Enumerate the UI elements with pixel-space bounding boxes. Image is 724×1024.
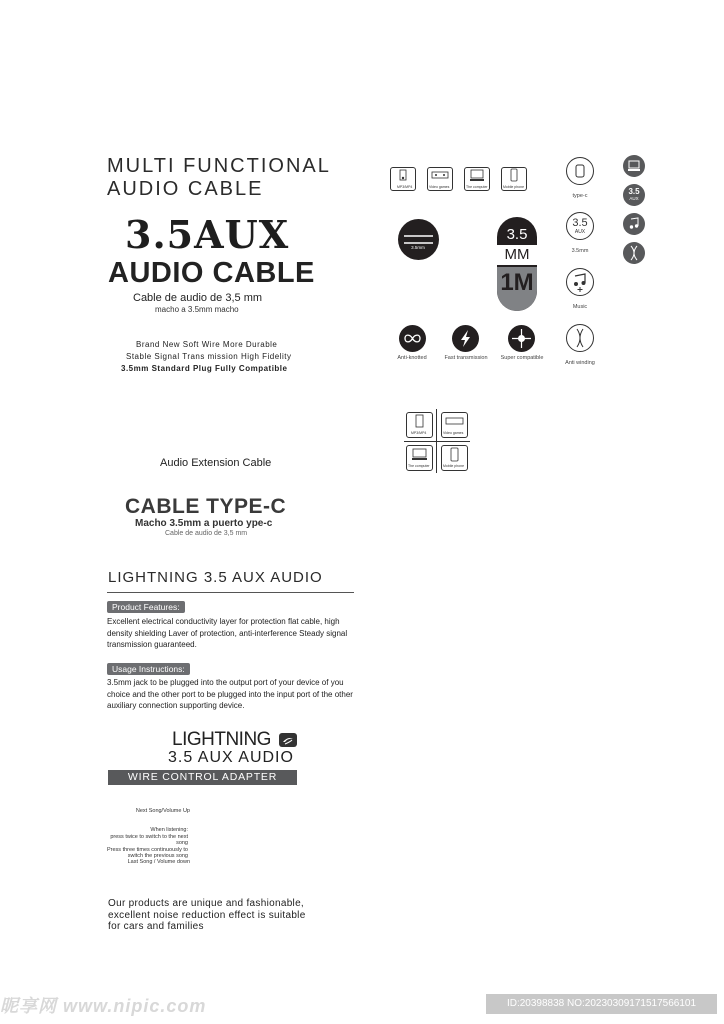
music-dark-icon bbox=[623, 213, 645, 235]
lightning-title: LIGHTNING 3.5 AUX AUDIO bbox=[108, 569, 323, 586]
anti-knotted-label: Anti-knotted bbox=[397, 355, 427, 361]
extension-label: Audio Extension Cable bbox=[160, 457, 272, 469]
wire-brand: LIGHTNING bbox=[172, 729, 271, 750]
infinity-icon bbox=[399, 325, 426, 352]
mp3-device-icon: MP3/MP4 bbox=[390, 167, 416, 191]
device-grid bbox=[404, 409, 470, 473]
wire-banner: WIRE CONTROL ADAPTER CABLE bbox=[108, 770, 297, 785]
mobile-phone-icon: Mobile phone bbox=[501, 167, 527, 191]
product-title: 3.5AUX bbox=[125, 212, 290, 257]
mobile-grid-icon: Mobile phone bbox=[441, 445, 468, 471]
anti-winding-label: Anti winding bbox=[565, 360, 595, 366]
spanish-line-2: macho a 3.5mm macho bbox=[155, 305, 239, 314]
lightning-bolt-icon bbox=[452, 325, 479, 352]
computer-icon: The computer bbox=[464, 167, 490, 191]
usage-instructions-text: 3.5mm jack to be plugged into the output port of your device of you choice and the other port to be plugged into the input port of the other auxiliary connection supporting device. bbox=[107, 678, 353, 710]
music-label: Music bbox=[572, 304, 588, 310]
computer-grid-icon: The computer bbox=[406, 445, 433, 471]
watermark-site: 昵享网 www.nipic.com bbox=[0, 996, 207, 1016]
spanish-line-1: Cable de audio de 3,5 mm bbox=[133, 292, 263, 304]
divider bbox=[107, 592, 354, 593]
video-games-grid-icon: Video games bbox=[441, 412, 468, 438]
type-c-label: type-c bbox=[572, 193, 588, 199]
feature-line-3: 3.5mm Standard Plug Fully Compatible bbox=[121, 364, 288, 373]
length-badge: 3.5 MM 1M bbox=[497, 217, 537, 311]
next-song-label: Next Song/Volume Up bbox=[135, 808, 190, 814]
mp3-grid-icon: MP3/MP4 bbox=[406, 412, 433, 438]
wire-sub: 3.5 AUX AUDIO bbox=[168, 749, 294, 766]
feature-line-2: Stable Signal Trans mission High Fidelity bbox=[126, 352, 292, 361]
heading-multi-functional: MULTI FUNCTIONAL AUDIO CABLE bbox=[107, 155, 331, 200]
anti-winding-icon bbox=[566, 324, 594, 352]
typec-title: CABLE TYPE-C bbox=[125, 495, 287, 518]
video-games-icon: Video games bbox=[427, 167, 453, 191]
typec-subtitle: Macho 3.5mm a puerto ype-c bbox=[135, 518, 273, 529]
lightning-logo-icon bbox=[279, 733, 297, 747]
typec-spanish: Cable de audio de 3,5 mm bbox=[165, 530, 248, 537]
last-song-label: Last Song / Volume down bbox=[127, 859, 190, 865]
bottom-copy: Our products are unique and fashionable, excellent noise reduction effect is suitable for cars and families bbox=[108, 898, 306, 932]
watermark-id: ID:20398838 NO:20230309171517566101 bbox=[486, 994, 717, 1014]
aux-label: 3.5mm bbox=[571, 248, 589, 254]
music-icon bbox=[566, 268, 594, 296]
fast-transmission-label: Fast transmission bbox=[444, 355, 488, 361]
super-compatible-label: Super compatible bbox=[500, 355, 544, 361]
aux-icon: 3.5 AUX bbox=[566, 212, 594, 240]
audio-jack-icon: 3.5mm bbox=[398, 219, 439, 260]
aux-dark-icon: 3.5 AUX bbox=[623, 184, 645, 206]
winding-dark-icon bbox=[623, 242, 645, 264]
compatible-icon bbox=[508, 325, 535, 352]
type-c-icon bbox=[566, 157, 594, 185]
listen-instructions: When listening: press twice to switch to the next song Press three times continuously to switch the previous song bbox=[106, 827, 188, 859]
product-features-text: Excellent electrical conductivity layer for protection flat cable, high density shielding Laver of protection, anti-interference Steady signal transmission guaranteed. bbox=[107, 617, 348, 649]
product-features-tag: Product Features: bbox=[107, 601, 185, 613]
feature-line-1: Brand New Soft Wire More Durable bbox=[136, 340, 278, 349]
usage-instructions-tag: Usage Instructions: bbox=[107, 663, 190, 675]
product-subtitle: AUDIO CABLE bbox=[108, 257, 315, 289]
laptop-icon bbox=[623, 155, 645, 177]
